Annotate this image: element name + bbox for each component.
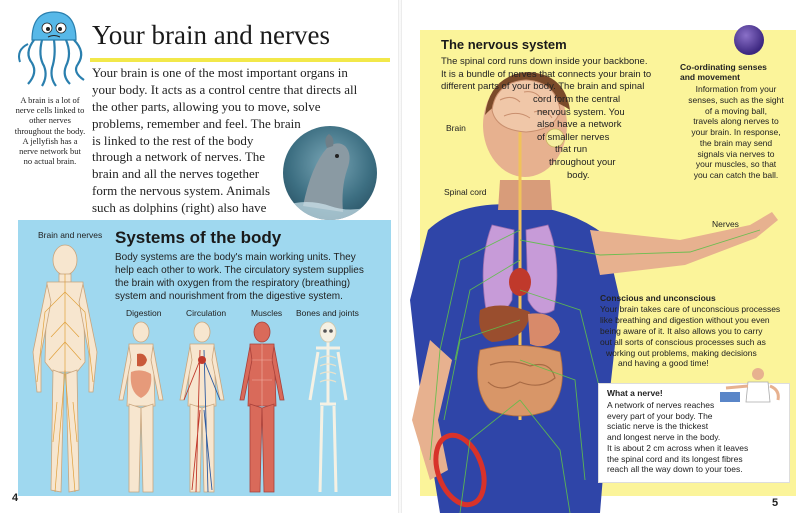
intro-line: problems, remember and feel. The brain xyxy=(92,115,301,131)
nervous-system-paragraph xyxy=(441,56,671,182)
coordinating-title xyxy=(680,62,767,82)
systems-line: Body systems are the body's main working units. They xyxy=(115,252,356,263)
intro-line: such as dolphins (right) also have xyxy=(92,200,267,216)
nerve-line: every part of your body. The xyxy=(607,410,713,421)
coord-title-line: and movement xyxy=(680,72,740,83)
what-a-nerve-paragraph xyxy=(607,400,787,475)
coord-line: signals via nerves to xyxy=(697,148,775,159)
cons-line: and having a good time! xyxy=(618,358,709,369)
bones-label: Bones and joints xyxy=(296,308,359,318)
ns-line: that run xyxy=(555,144,588,156)
ns-line: nervous system. You xyxy=(537,106,625,118)
brain-label: Brain xyxy=(446,123,466,133)
nerve-line: reach all the way down to your toes. xyxy=(607,464,743,475)
digestion-figure xyxy=(115,320,167,496)
ns-line: also have a network xyxy=(537,119,622,131)
intro-line: is linked to the rest of the body xyxy=(92,132,254,148)
conscious-paragraph xyxy=(600,304,796,369)
muscles-figure xyxy=(236,320,288,496)
ns-line: The spinal cord runs down inside your backbone. xyxy=(441,56,648,67)
coord-line: senses, such as the sight xyxy=(688,94,784,105)
digestion-label: Digestion xyxy=(126,308,162,318)
nervous-system-title: The nervous system xyxy=(441,37,567,52)
systems-paragraph xyxy=(115,251,383,303)
page-number-right: 5 xyxy=(772,497,779,509)
coordinating-paragraph xyxy=(676,84,796,181)
ns-line: It is a bundle of nerves that connects your brain to xyxy=(441,68,652,80)
ns-line: throughout your xyxy=(549,157,616,168)
circulation-figure xyxy=(176,320,228,496)
systems-line: the brain with oxygen from the respiratory (breathing) xyxy=(115,278,351,289)
nerve-line: A network of nerves reaches xyxy=(607,400,715,410)
intro-line: brain and all the nerves together xyxy=(92,166,260,182)
coord-line: of a moving ball, xyxy=(705,105,767,116)
cons-line: being aware of it. It also allows you to carry xyxy=(600,325,763,336)
nerve-line: sciatic nerve is the thickest xyxy=(607,421,709,432)
jellyfish-illustration xyxy=(14,8,90,88)
coord-line: the brain may send xyxy=(699,137,773,148)
jellyfish-caption: A brain is a lot of nerve cells linked to other nerves throughout the body. A jellyfish has a nerve network but no actual brain. xyxy=(14,95,86,167)
coord-line: your brain. In response, xyxy=(691,127,781,138)
dolphin-photo xyxy=(283,126,377,220)
intro-line: form the nervous system. Animals xyxy=(92,183,271,199)
cons-line: working out problems, making decisions xyxy=(606,347,757,358)
coord-line: you can catch the ball. xyxy=(693,170,779,181)
systems-line: help each other to work. The circulatory system supplies xyxy=(115,265,364,276)
page-title: Your brain and nerves xyxy=(92,20,330,50)
nerves-label: Nerves xyxy=(712,219,739,229)
coord-title-line: Co-ordinating senses xyxy=(680,62,767,72)
ns-line: body. xyxy=(567,169,590,181)
coord-line: Information from your xyxy=(695,84,777,94)
muscles-label: Muscles xyxy=(251,308,283,318)
intro-line: your body. It acts as a control centre that directs all xyxy=(92,81,358,97)
cons-line: out all sorts of conscious processes such as xyxy=(600,336,766,347)
coord-line: your muscles, so that xyxy=(695,159,777,170)
coord-line: travels along nerves to xyxy=(693,116,779,127)
nerve-line: and longest nerve in the body. xyxy=(607,432,721,443)
cons-line: like breathing and digestion without you even xyxy=(600,314,770,325)
cons-line: Your brain takes care of unconscious processes xyxy=(600,304,781,314)
ns-line: cord form the central xyxy=(533,93,621,105)
spinal-cord-label: Spinal cord xyxy=(444,187,487,197)
conscious-title: Conscious and unconscious xyxy=(600,293,716,303)
title-underline xyxy=(90,58,390,62)
tennis-ball xyxy=(734,25,764,55)
what-a-nerve-title: What a nerve! xyxy=(607,388,663,398)
intro-line: the other parts, allowing you to move, solve xyxy=(92,98,321,114)
brain-nerves-label: Brain and nerves xyxy=(38,230,103,240)
systems-title: Systems of the body xyxy=(115,228,282,247)
page-number-left: 4 xyxy=(12,492,19,504)
ns-line: different parts of your body. The brain and spinal xyxy=(441,81,645,93)
nerve-line: It is about 2 cm across when it leaves xyxy=(607,442,749,453)
intro-line: through a network of nerves. The xyxy=(92,149,266,165)
intro-line: Your brain is one of the most important organs in xyxy=(92,65,348,80)
systems-line: system and nourishment from the digestive system. xyxy=(115,291,343,302)
nerve-line: the spinal cord and its longest fibres xyxy=(607,453,743,464)
circulation-label: Circulation xyxy=(186,308,227,318)
nervous-system-figure xyxy=(25,242,105,496)
ns-line: of smaller nerves xyxy=(537,131,610,143)
skeleton-figure xyxy=(302,320,354,496)
